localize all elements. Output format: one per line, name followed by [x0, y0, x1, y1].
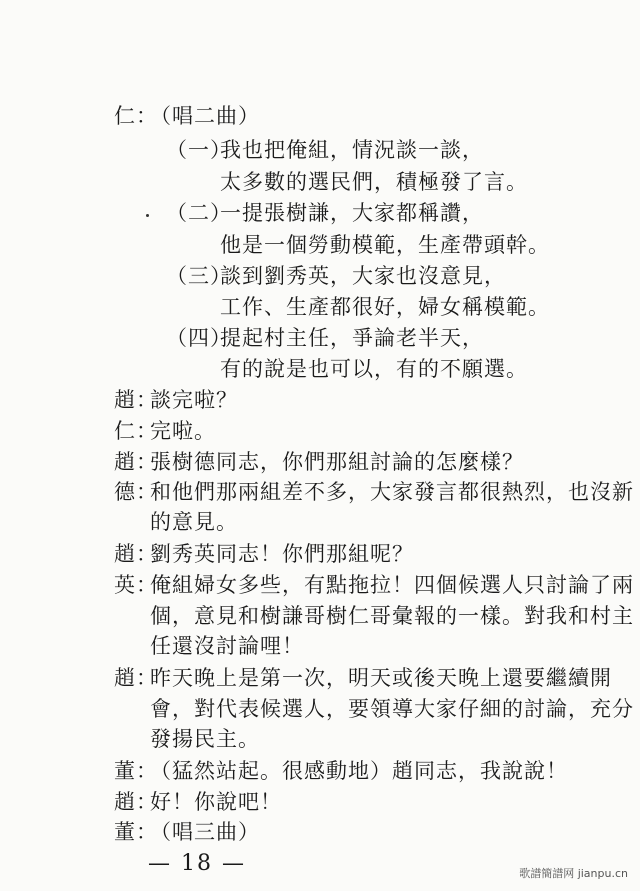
dialogue-line: [114, 480, 634, 504]
verse-line: [220, 233, 550, 257]
dialogue-line: [114, 450, 524, 474]
speaker-label: 趙：: [114, 790, 158, 814]
line-text: 完啦。: [150, 419, 216, 443]
speaker-label: 英：: [114, 573, 158, 597]
dialogue-line: [114, 759, 568, 783]
line-text: 好！你說吧！: [150, 790, 282, 814]
dialogue-line: [114, 419, 216, 443]
line-text: 和他們那兩組差不多，大家發言都很熱烈，也沒新: [150, 480, 634, 504]
verse-number: （三）: [166, 264, 232, 288]
speaker-label: 趙：: [114, 666, 158, 690]
dialogue-line: [114, 820, 260, 844]
line-text: 提起村主任，爭論老半天，: [220, 326, 484, 350]
line-text: 談完啦？: [150, 388, 238, 412]
line-text: 的意見。: [150, 510, 238, 534]
line-text: 發揚民主。: [150, 727, 260, 751]
dialogue-line: [114, 104, 260, 128]
line-text: （唱三曲）: [150, 820, 260, 844]
line-text: 任還沒討論哩！: [150, 634, 304, 658]
dialogue-line: [114, 542, 414, 566]
line-text: 我也把俺組，情況談一談，: [220, 138, 484, 162]
speaker-label: 董：: [114, 759, 158, 783]
line-text: 會，對代表候選人，要領導大家仔細的討論，充分: [150, 697, 634, 721]
line-text: 他是一個勞動模範，生產帶頭幹。: [220, 233, 550, 257]
line-text: 一提張樹謙，大家都稱讚，: [220, 201, 484, 225]
line-text: 談到劉秀英，大家也沒意見，: [220, 264, 506, 288]
speaker-label: 趙：: [114, 388, 158, 412]
verse-number: （一）: [166, 138, 232, 162]
speaker-label: 德：: [114, 480, 158, 504]
dialogue-line: [114, 666, 612, 690]
continuation-line: [150, 634, 304, 658]
line-text: 昨天晚上是第一次，明天或後天晚上還要繼續開: [150, 666, 612, 690]
verse-line: [220, 295, 550, 319]
continuation-line: [150, 604, 634, 628]
speaker-label: 趙：: [114, 542, 158, 566]
line-text: （唱二曲）: [150, 104, 260, 128]
speaker-label: 趙：: [114, 450, 158, 474]
verse-line: [166, 264, 506, 288]
dialogue-line: [114, 388, 238, 412]
ink-speck: [146, 214, 149, 217]
line-text: 個，意見和樹謙哥樹仁哥彙報的一樣。對我和村主: [150, 604, 634, 628]
line-text: （猛然站起。很感動地）趙同志，我說說！: [150, 759, 568, 783]
line-text: 俺組婦女多些，有點拖拉！四個候選人只討論了兩: [150, 573, 634, 597]
verse-line: [220, 170, 528, 194]
verse-line: [166, 138, 484, 162]
line-text: 張樹德同志，你們那組討論的怎麼樣？: [150, 450, 524, 474]
dialogue-line: [114, 573, 634, 597]
line-text: 太多數的選民們，積極發了言。: [220, 170, 528, 194]
line-text: 劉秀英同志！你們那組呢？: [150, 542, 414, 566]
speaker-label: 董：: [114, 820, 158, 844]
continuation-line: [150, 727, 260, 751]
continuation-line: [150, 510, 238, 534]
verse-number: （二）: [166, 201, 232, 225]
line-text: 工作、生產都很好，婦女稱模範。: [220, 295, 550, 319]
verse-line: [220, 357, 528, 381]
verse-line: [166, 201, 484, 225]
verse-number: （四）: [166, 326, 232, 350]
page-number: — 18 —: [148, 851, 246, 876]
speaker-label: 仁：: [114, 104, 158, 128]
line-text: 有的說是也可以，有的不願選。: [220, 357, 528, 381]
dialogue-line: [114, 790, 282, 814]
site-watermark: 歌譜簡譜网 jianpu.cn: [519, 867, 628, 880]
verse-line: [166, 326, 484, 350]
speaker-label: 仁：: [114, 419, 158, 443]
continuation-line: [150, 697, 634, 721]
